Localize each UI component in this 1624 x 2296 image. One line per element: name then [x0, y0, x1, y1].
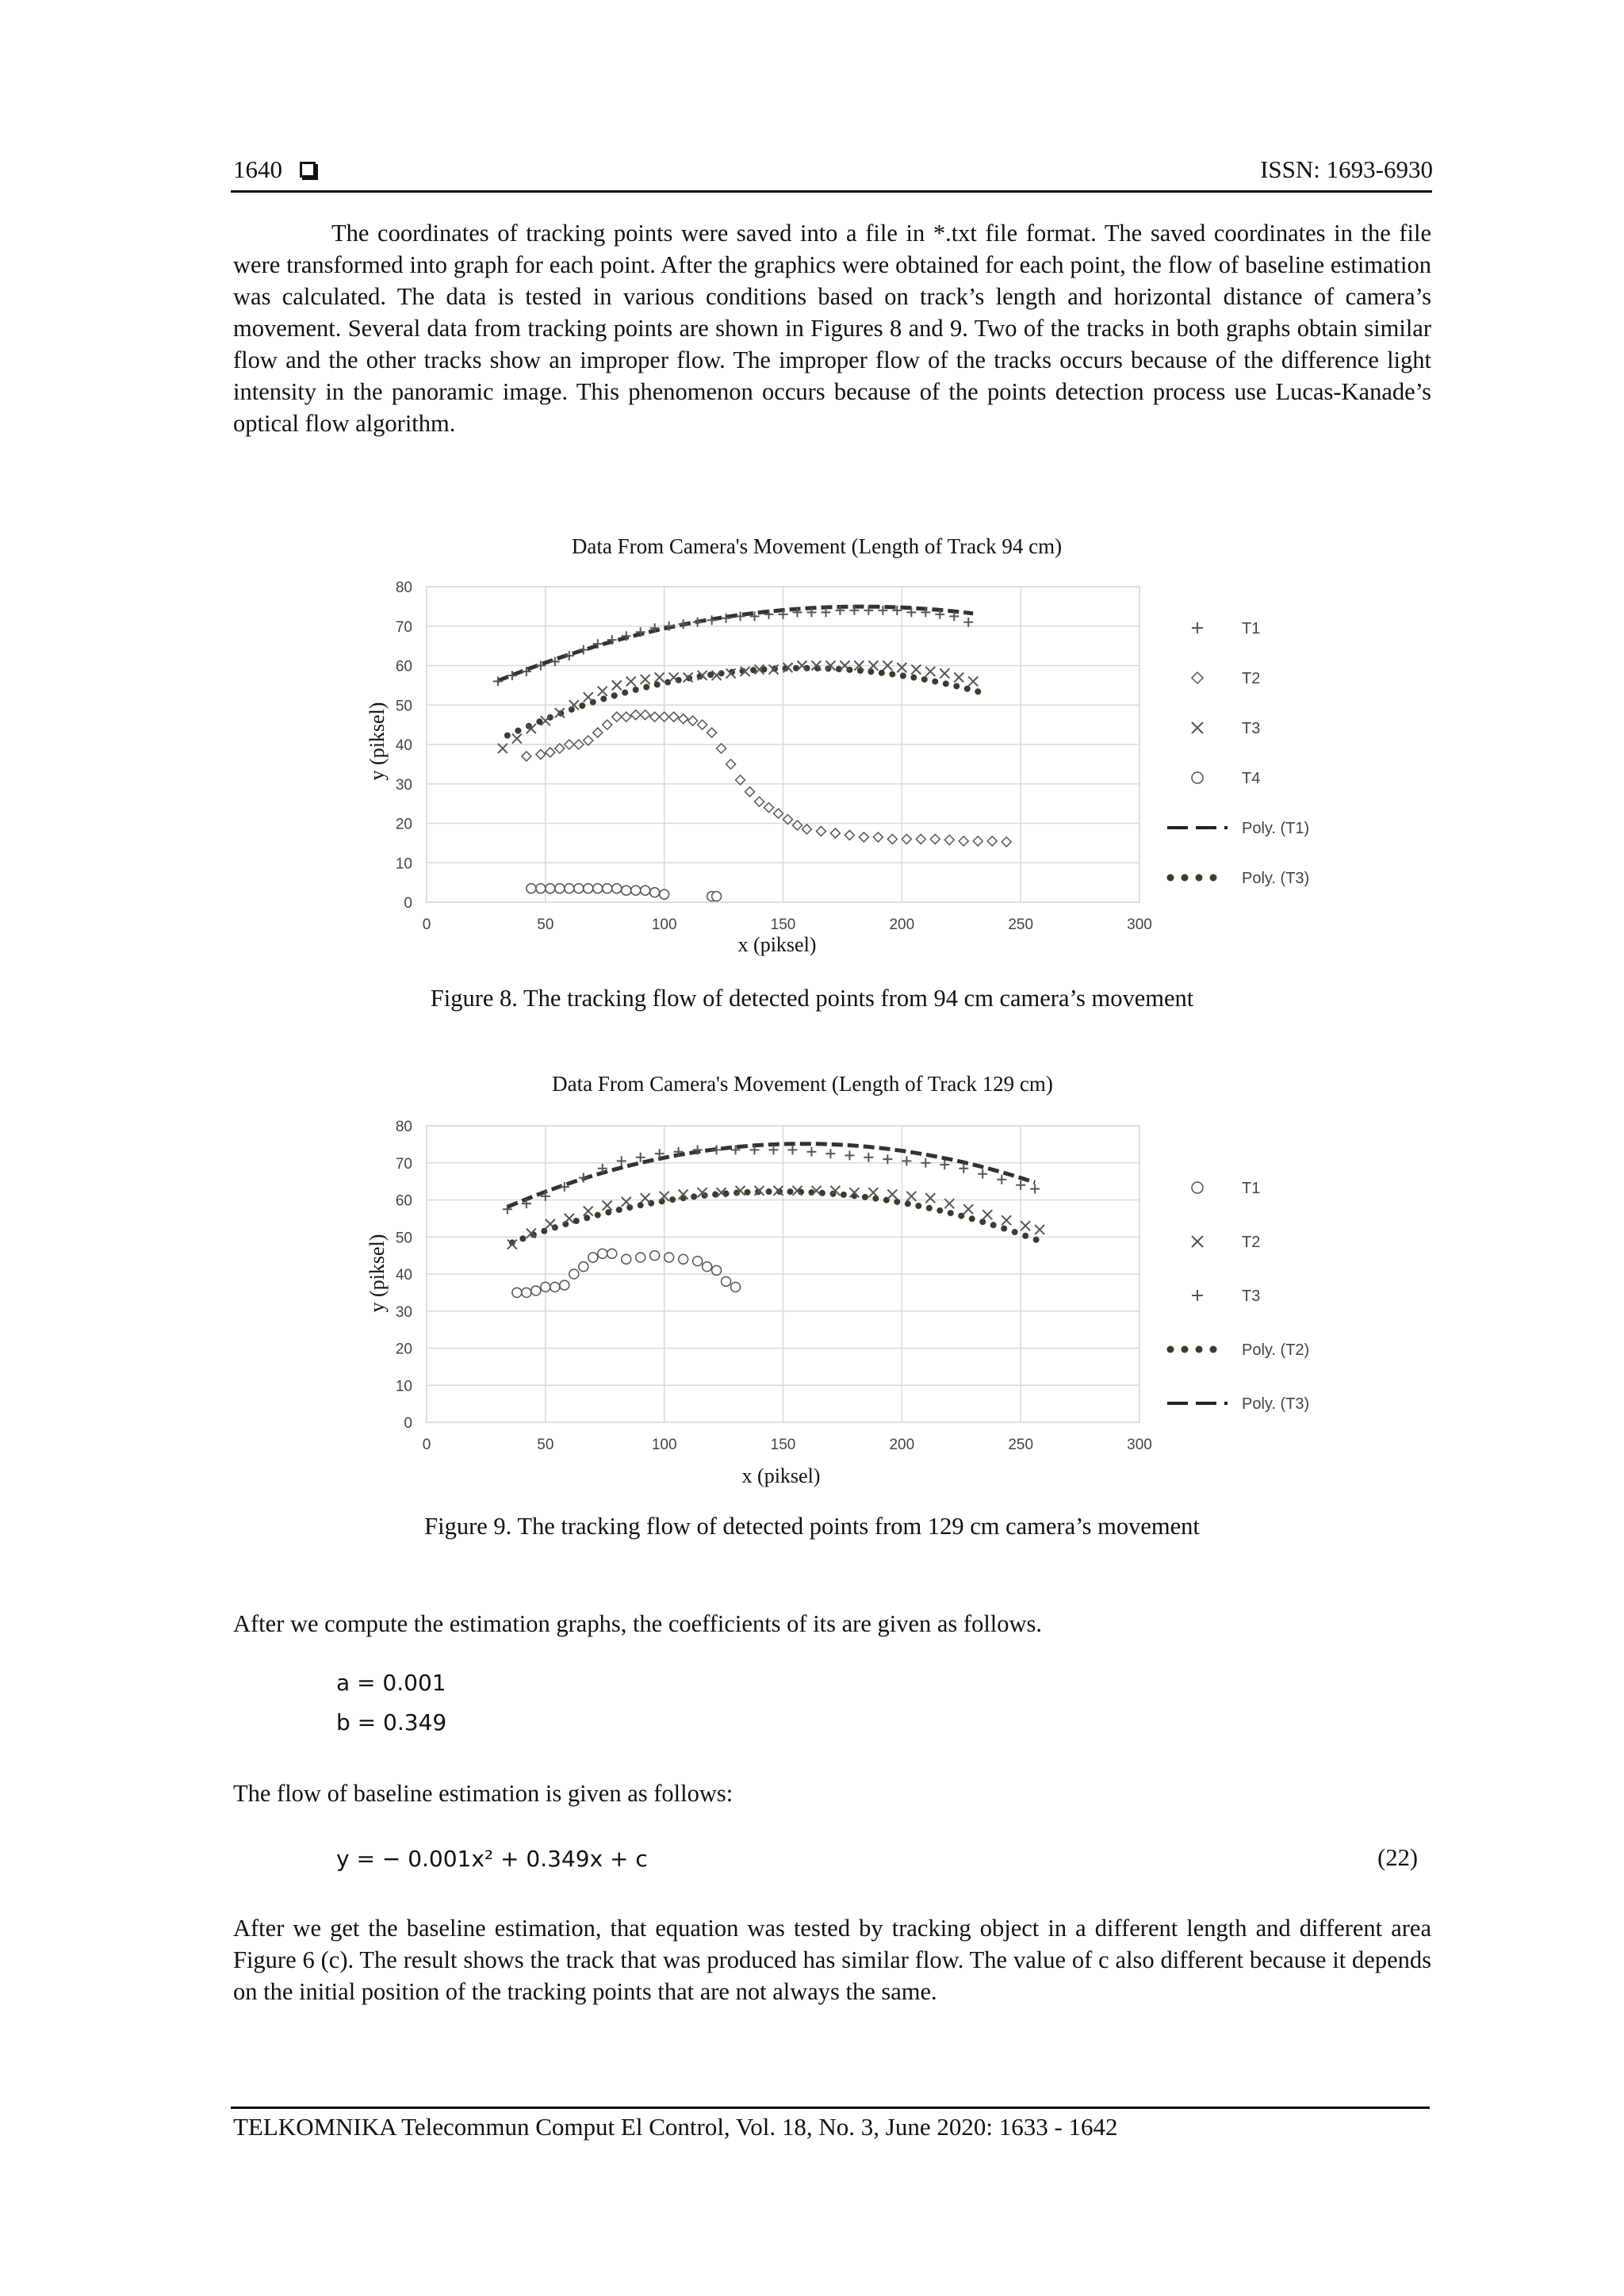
data-point	[584, 884, 593, 894]
trendline-dot	[964, 686, 971, 692]
trendline-dot	[633, 687, 639, 693]
trendline-dot	[932, 679, 938, 685]
trendline-dot	[936, 1207, 943, 1214]
data-point	[527, 884, 536, 894]
legend-label: T2	[1242, 1234, 1261, 1251]
legend-item	[1192, 1180, 1260, 1197]
trendline-dot	[622, 690, 628, 696]
y-tick-label: 0	[404, 895, 412, 912]
data-point	[650, 888, 660, 897]
data-point	[541, 1282, 550, 1292]
trendline-dot	[879, 670, 885, 676]
trendline-dot	[654, 681, 661, 687]
data-point	[536, 884, 546, 894]
trendline-dot	[595, 1212, 601, 1219]
x-tick-label: 100	[651, 1437, 677, 1453]
trendline-dot	[638, 1202, 644, 1208]
legend-dot	[1196, 874, 1203, 882]
trendline-dot	[605, 1209, 611, 1215]
data-point	[574, 884, 584, 894]
chart-title: Data From Camera's Movement (Length of Track 94 cm)	[571, 534, 1063, 558]
trendline-dot	[921, 676, 928, 683]
y-tick-label: 0	[404, 1415, 412, 1432]
trendline-dot	[584, 1215, 590, 1221]
x-tick-label: 0	[422, 916, 431, 933]
legend-item	[1167, 1395, 1309, 1413]
x-tick-label: 250	[1008, 1437, 1034, 1453]
body-paragraph-2: After we compute the estimation graphs, the coefficients of its are given as follows.	[233, 1610, 1043, 1637]
trendline-dot	[611, 692, 618, 698]
legend-dot	[1196, 1346, 1203, 1353]
legend-dot	[1182, 1346, 1189, 1353]
legend-item	[1192, 670, 1260, 687]
data-point	[565, 884, 574, 894]
trendline-dot	[910, 675, 917, 681]
y-tick-label: 10	[395, 1378, 412, 1395]
trendline-dot	[669, 1196, 676, 1203]
trendline-dot	[787, 1188, 793, 1195]
figure-8-chart	[0, 523, 1624, 967]
page-number: 1640	[233, 155, 282, 183]
trendline-dot	[643, 684, 649, 691]
legend-label: Poly. (T3)	[1242, 870, 1310, 887]
data-point	[622, 886, 631, 895]
data-point	[712, 1265, 722, 1275]
legend-item	[1167, 1341, 1310, 1359]
y-tick-label: 40	[395, 737, 412, 754]
y-tick-label: 80	[395, 1119, 412, 1135]
legend-item	[1167, 820, 1309, 837]
equation-number: (22)	[1377, 1844, 1418, 1871]
data-point	[512, 1288, 522, 1297]
square-icon	[300, 162, 316, 178]
figure-9-chart	[0, 1061, 1624, 1505]
legend-item	[1192, 720, 1260, 737]
footer-citation: TELKOMNIKA Telecommun Comput El Control, Vol. 18, No. 3, June 2020: 1633 - 1642	[233, 2113, 1118, 2141]
legend-dot	[1167, 874, 1174, 882]
data-point	[546, 884, 555, 894]
legend-label: Poly. (T2)	[1242, 1341, 1310, 1359]
x-tick-label: 0	[422, 1437, 431, 1453]
trendline-dot	[905, 1200, 911, 1207]
legend-label: T3	[1242, 1288, 1261, 1305]
trendline-dot	[889, 671, 895, 677]
data-point	[679, 1254, 688, 1264]
x-tick-label: 200	[889, 1437, 915, 1453]
data-point	[579, 1262, 588, 1272]
legend-item	[1192, 620, 1260, 637]
chart-title: Data From Camera's Movement (Length of Track 129 cm)	[552, 1072, 1053, 1096]
x-tick-label: 300	[1127, 916, 1152, 933]
data-point	[569, 1269, 579, 1279]
y-tick-label: 40	[395, 1267, 412, 1284]
legend-marker	[1192, 1236, 1203, 1247]
y-tick-label: 30	[395, 776, 412, 794]
x-tick-label: 50	[537, 1437, 554, 1453]
trendline-dot	[979, 1219, 986, 1225]
legend-dot	[1182, 874, 1189, 882]
x-tick-label: 150	[770, 916, 796, 933]
y-tick-label: 50	[395, 698, 412, 715]
trendline-dot	[862, 1194, 868, 1200]
x-tick-label: 200	[889, 916, 915, 933]
trendline-dot	[943, 680, 949, 687]
footer-rule	[231, 2107, 1430, 2109]
trendline-dot	[948, 1210, 954, 1216]
x-axis-label: x (piksel)	[737, 933, 817, 956]
legend-label: T1	[1242, 620, 1261, 637]
trendline-dot	[975, 688, 981, 695]
legend-label: T2	[1242, 670, 1261, 687]
trendline-dot	[915, 1203, 921, 1209]
y-tick-label: 80	[395, 580, 412, 596]
trendline-dot	[616, 1207, 622, 1213]
x-tick-label: 150	[770, 1437, 796, 1453]
y-tick-label: 50	[395, 1230, 412, 1247]
data-point	[607, 1249, 617, 1258]
data-point	[555, 884, 565, 894]
x-tick-label: 100	[651, 916, 677, 933]
page-header-left	[233, 155, 316, 184]
data-point	[660, 890, 669, 899]
trendline-dot	[953, 683, 959, 689]
legend-marker	[1192, 772, 1203, 783]
trendline-dot	[969, 1215, 975, 1222]
legend-dot	[1210, 1346, 1217, 1353]
y-tick-label: 70	[395, 618, 412, 636]
data-point	[722, 1276, 731, 1286]
x-axis-label: x (piksel)	[741, 1464, 821, 1487]
body-paragraph-3: The flow of baseline estimation is given as follows:	[233, 1780, 733, 1807]
data-point	[641, 886, 650, 895]
legend-item	[1192, 1234, 1260, 1251]
legend-label: T1	[1242, 1180, 1261, 1197]
data-point	[560, 1280, 569, 1290]
trendline-dot	[579, 702, 585, 709]
figure-8-caption: Figure 8. The tracking flow of detected points from 94 cm camera’s movement	[430, 985, 1194, 1012]
legend-marker	[1192, 1290, 1203, 1301]
trendline-dot	[900, 672, 906, 679]
trendline-dot	[600, 695, 607, 702]
data-point	[622, 1254, 631, 1264]
trendline-dot	[766, 1188, 772, 1195]
y-tick-label: 20	[395, 816, 412, 833]
data-point	[636, 1253, 645, 1262]
data-point	[531, 1286, 541, 1295]
data-point	[550, 1282, 560, 1292]
issn-label: ISSN: 1693-6930	[1260, 155, 1433, 183]
legend-marker	[1192, 672, 1203, 683]
data-point	[665, 1253, 674, 1262]
y-tick-label: 30	[395, 1303, 412, 1321]
data-point	[588, 1253, 598, 1262]
trendline-dot	[1001, 1226, 1007, 1232]
trendline-dot	[1033, 1237, 1040, 1243]
y-tick-label: 10	[395, 855, 412, 873]
data-point	[631, 886, 641, 895]
x-tick-label: 300	[1127, 1437, 1152, 1453]
legend-item	[1192, 770, 1260, 787]
figure-9	[0, 1061, 1624, 1505]
legend-item	[1167, 870, 1310, 887]
legend-label: T3	[1242, 720, 1261, 737]
y-tick-label: 60	[395, 1192, 412, 1210]
data-point	[598, 1249, 607, 1258]
data-point	[593, 884, 603, 894]
figure-8	[0, 523, 1624, 967]
legend-item	[1192, 1288, 1260, 1305]
legend-marker	[1192, 722, 1203, 733]
trendline-dot	[504, 733, 511, 739]
legend-dot	[1210, 874, 1217, 882]
x-tick-label: 250	[1008, 916, 1034, 933]
data-point	[612, 884, 622, 894]
data-point	[703, 1262, 712, 1272]
trendline-dot	[926, 1205, 933, 1211]
trendline-dot	[515, 728, 521, 734]
y-axis-label: y (piksel)	[366, 1234, 389, 1313]
legend-label: Poly. (T3)	[1242, 1395, 1310, 1413]
y-tick-label: 20	[395, 1341, 412, 1358]
legend-marker	[1192, 622, 1203, 633]
trendline-dot	[573, 1218, 580, 1224]
data-point	[522, 1288, 531, 1297]
y-tick-label: 70	[395, 1155, 412, 1173]
header-rule	[231, 190, 1432, 193]
legend-label: T4	[1242, 770, 1261, 787]
y-axis-label: y (piksel)	[366, 702, 389, 781]
data-point	[603, 884, 612, 894]
trendline-dot	[1012, 1229, 1018, 1235]
y-tick-label: 60	[395, 658, 412, 675]
coefficient-a: a = 0.001	[336, 1670, 446, 1696]
trendline-dot	[990, 1222, 997, 1228]
body-paragraph-4: After we get the baseline estimation, that equation was tested by tracking object in a different length and different area Figure 6 (c). The result shows the track that was produced has similar flow. The value of c also different because it depends on the initial position of the tracking points that are not always the same.	[233, 1915, 1431, 2005]
body-paragraph-1: The coordinates of tracking points were saved into a file in *.txt file format. The saved coordinates in the file were transformed into graph for each point. After the graphics were obtained for each point, the flow of baseline estimation was calculated. The data is tested in various conditions based on track’s length and horizontal distance of camera’s movement. Several data from tracking points are shown in Figures 8 and 9. Two of the tracks in both graphs obtain similar flow and the other tracks show an improper flow. The improper flow of the tracks occurs because of the difference light intensity in the panoramic image. This phenomenon occurs because of the points detection process use Lucas-Kanade’s optical flow algorithm.	[233, 220, 1431, 437]
trendline-dot	[841, 1192, 847, 1198]
equation-22: y = − 0.001x² + 0.349x + c	[336, 1846, 648, 1872]
legend-dot	[1167, 1346, 1174, 1353]
trendline-dot	[1022, 1233, 1028, 1239]
legend-label: Poly. (T1)	[1242, 820, 1310, 837]
trendline-dot	[894, 1199, 900, 1205]
legend-marker	[1192, 1182, 1203, 1193]
x-tick-label: 50	[537, 916, 554, 933]
data-point	[650, 1251, 660, 1261]
data-point	[712, 892, 722, 901]
coefficient-b: b = 0.349	[336, 1709, 447, 1735]
trendline-dot	[519, 1235, 526, 1242]
trendline-dot	[691, 1193, 697, 1200]
data-point	[693, 1257, 703, 1266]
data-point	[731, 1282, 741, 1292]
figure-9-caption: Figure 9. The tracking flow of detected points from 129 cm camera’s movement	[424, 1513, 1200, 1540]
